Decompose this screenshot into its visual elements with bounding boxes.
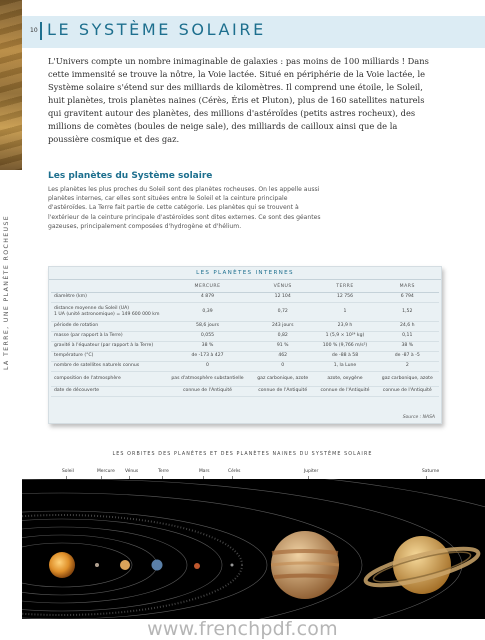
row-label: composition de l'atmosphère — [51, 371, 164, 386]
header-divider — [40, 22, 42, 40]
table-cell: gaz carbonique, azote — [376, 371, 439, 386]
table-cell: 100 % (9,766 m/s²) — [314, 341, 375, 351]
column-header: MARS — [376, 282, 439, 292]
planet-label: Mars — [199, 469, 210, 474]
row-label: masse (par rapport à la Terre) — [51, 331, 164, 341]
row-label: gravité à l'équateur (par rapport à la Terre) — [51, 341, 164, 351]
table-cell: 91 % — [251, 341, 314, 351]
table-cell: 0 — [251, 361, 314, 371]
table-cell: de -88 à 58 — [314, 351, 375, 361]
section-paragraph: Les planètes les plus proches du Soleil sont des planètes rocheuses. On les appelle aussi planètes internes, car elles sont situées entre le Soleil et la ceinture principale d'astéroïdes. La Terre fait partie de cette catégorie. Les planètes qui se trouvent à l'extérieur de la ceinture principale d'astéroïdes sont dites externes. Ce sont des géantes gazeuses, principalement composées d'hydrogène et d'hélium. — [48, 186, 321, 230]
table-cell: 12 104 — [251, 292, 314, 302]
table-row — [51, 361, 439, 371]
row-label: diamètre (km) — [51, 292, 164, 302]
row-label: date de découverte — [51, 386, 164, 396]
planet-label: Cérès — [228, 469, 241, 474]
table-cell: 243 jours — [251, 321, 314, 331]
inner-planets-table-card — [48, 266, 442, 424]
table-header-blank — [51, 282, 164, 292]
table-cell: azote, oxygène — [314, 371, 375, 386]
mars-body — [194, 563, 200, 569]
planet-label: Vénus — [125, 469, 139, 474]
planet-label: Saturne — [422, 469, 440, 474]
saturn-body — [363, 536, 481, 594]
intro-paragraph: L'Univers compte un nombre inimaginable de galaxies : pas moins de 100 milliards ! Dans cette immensité se trouve la nôtre, la Voie lactée. Situé en périphérie de la Voie lactée, le Système solaire s'étend sur des milliards de kilomètres. Il comprend une étoile, le Soleil, huit planètes, trois planètes naines (Cérès, Éris et Pluton), plus de 160 satellites naturels qui gravitent autour des planètes, des millions d'astéroïdes (petits astres rocheux), des millions de comètes (boules de neige sale), des milliards de cailloux ainsi que de la poussière cosmique et des gaz. — [48, 56, 429, 144]
table-cell: 1 — [314, 302, 375, 321]
table-source: Source : NASA — [402, 415, 435, 420]
table-title: LES PLANÈTES INTERNES — [49, 267, 441, 280]
table-row — [51, 351, 439, 361]
orbits-diagram — [22, 479, 485, 619]
table-header-row — [51, 282, 439, 292]
column-header: TERRE — [314, 282, 375, 292]
table-cell: 38 % — [376, 341, 439, 351]
table-cell: pas d'atmosphère substantielle — [164, 371, 251, 386]
planet-label: Soleil — [62, 469, 74, 474]
row-label: période de rotation — [51, 321, 164, 331]
solar-system-illustration — [22, 479, 485, 619]
table-cell: 38 % — [164, 341, 251, 351]
planet-label: Mercure — [97, 469, 115, 474]
inner-planets-table — [51, 282, 439, 397]
table-cell: connue de l'Antiquité — [164, 386, 251, 396]
table-cell: 0,72 — [251, 302, 314, 321]
table-cell: 0,055 — [164, 331, 251, 341]
table-row — [51, 292, 439, 302]
mercury-body — [95, 563, 99, 567]
table-cell: connue de l'Antiquité — [314, 386, 375, 396]
table-cell: gaz carbonique, azote — [251, 371, 314, 386]
planet-label: Terre — [158, 469, 169, 474]
row-label: température (°C) — [51, 351, 164, 361]
table-cell: 0,82 — [251, 331, 314, 341]
table-cell: 1,52 — [376, 302, 439, 321]
planet-label: Jupiter — [304, 469, 319, 474]
table-cell: 4 879 — [164, 292, 251, 302]
table-cell: 23,9 h — [314, 321, 375, 331]
table-cell: connue de l'Antiquité — [251, 386, 314, 396]
table-row — [51, 341, 439, 351]
decorative-photo-strip — [0, 0, 22, 170]
page-title: LE SYSTÈME SOLAIRE — [47, 20, 266, 39]
jupiter-body — [271, 531, 339, 599]
column-header: MERCURE — [164, 282, 251, 292]
table-cell: 6 794 — [376, 292, 439, 302]
sun-body — [49, 552, 75, 578]
table-cell: 0,11 — [376, 331, 439, 341]
table-row — [51, 321, 439, 331]
table-cell: 1 (5,9 × 10²⁴ kg) — [314, 331, 375, 341]
earth-body — [152, 560, 163, 571]
table-cell: 0 — [164, 361, 251, 371]
table-row — [51, 386, 439, 396]
table-cell: 24,6 h — [376, 321, 439, 331]
page-number: 10 — [30, 27, 38, 34]
row-label: nombre de satellites naturels connus — [51, 361, 164, 371]
table-cell: 12 756 — [314, 292, 375, 302]
table-cell: 1, la Lune — [314, 361, 375, 371]
table-cell: 462 — [251, 351, 314, 361]
section-heading: Les planètes du Système solaire — [48, 171, 213, 181]
column-header: VÉNUS — [251, 282, 314, 292]
table-row — [51, 302, 439, 321]
table-cell: connue de l'Antiquité — [376, 386, 439, 396]
orbits-title: LES ORBITES DES PLANÈTES ET DES PLANÈTES NAINES DU SYSTÈME SOLAIRE — [112, 452, 373, 457]
table-row — [51, 371, 439, 386]
venus-body — [120, 560, 130, 570]
table-cell: 58,6 jours — [164, 321, 251, 331]
watermark: www.frenchpdf.com — [147, 618, 338, 640]
table-cell: de -87 à -5 — [376, 351, 439, 361]
table-row — [51, 331, 439, 341]
ceres-body — [231, 564, 234, 567]
table-cell: 0,39 — [164, 302, 251, 321]
table-cell: 2 — [376, 361, 439, 371]
row-label: distance moyenne du Soleil (UA) 1 UA (unité astronomique) = 149 600 000 km — [51, 302, 164, 321]
table-cell: de -173 à 427 — [164, 351, 251, 361]
